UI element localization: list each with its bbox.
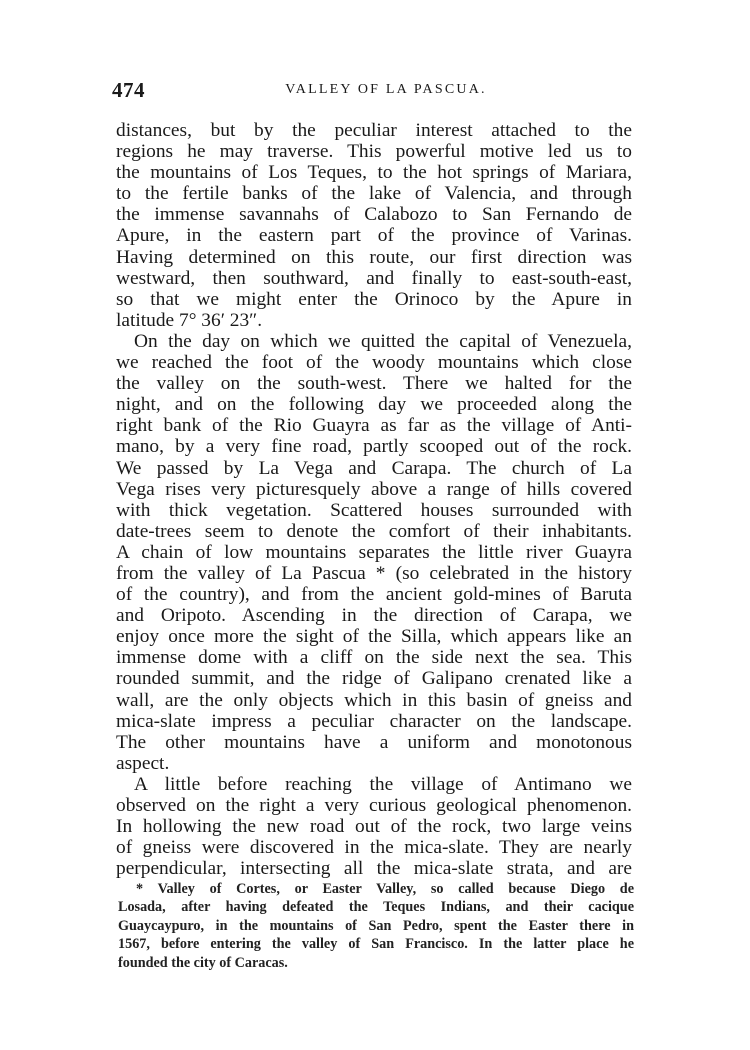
page-number: 474 bbox=[112, 78, 145, 102]
text-line: A little before reaching the village of Antimano we bbox=[134, 773, 632, 795]
text-line: with thick vegetation. Scattered houses surrounded with bbox=[116, 499, 632, 521]
text-line: we reached the foot of the woody mountains which close bbox=[116, 352, 632, 374]
page-header bbox=[112, 78, 632, 102]
text-line: Vega rises very picturesquely above a range of hills covered bbox=[116, 478, 632, 500]
footnote-line: Losada, after having defeated the Teques Indians, and their cacique bbox=[118, 899, 634, 916]
text-line: perpendicular, intersecting all the mica-slate strata, and are bbox=[116, 858, 632, 880]
text-line: distances, but by the peculiar interest attached to the bbox=[116, 120, 632, 141]
footnote bbox=[118, 880, 634, 972]
text-line: rounded summit, and the ridge of Galipano crenated like a bbox=[116, 668, 632, 690]
text-line: night, and on the following day we proceeded along the bbox=[116, 394, 632, 416]
text-line: A chain of low mountains separates the little river Guayra bbox=[116, 541, 632, 563]
text-line: enjoy once more the sight of the Silla, which appears like an bbox=[116, 626, 632, 648]
text-line: and Oripoto. Ascending in the direction of Carapa, we bbox=[116, 605, 632, 627]
text-line: wall, are the only objects which in this basin of gneiss and bbox=[116, 689, 632, 711]
body-text bbox=[116, 120, 632, 879]
footnote-line: 1567, before entering the valley of San Francisco. In the latter place he bbox=[118, 936, 634, 953]
text-line: to the fertile banks of the lake of Valencia, and through bbox=[116, 183, 632, 205]
text-line: latitude 7° 36′ 23″. bbox=[116, 309, 263, 331]
text-line: regions he may traverse. This powerful motive led us to bbox=[116, 141, 632, 163]
text-line: mano, by a very fine road, partly scooped out of the rock. bbox=[116, 436, 632, 458]
running-title: VALLEY OF LA PASCUA. bbox=[285, 82, 487, 97]
text-line: Apure, in the eastern part of the province of Varinas. bbox=[116, 225, 632, 247]
text-line: immense dome with a cliff on the side next the sea. This bbox=[116, 647, 632, 669]
text-line: westward, then southward, and finally to east-south-east, bbox=[116, 267, 632, 289]
footnote-line: Guaycaypuro, in the mountains of San Pedro, spent the Easter there in bbox=[118, 917, 634, 934]
text-line: aspect. bbox=[116, 752, 170, 774]
text-line: We passed by La Vega and Carapa. The church of La bbox=[116, 457, 632, 479]
text-line: Having determined on this route, our first direction was bbox=[116, 246, 632, 268]
text-line: the immense savannahs of Calabozo to San Fernando de bbox=[116, 204, 632, 226]
text-line: The other mountains have a uniform and monotonous bbox=[116, 731, 632, 753]
text-line: of the country), and from the ancient gold-mines of Baruta bbox=[116, 584, 632, 606]
text-line: from the valley of La Pascua * (so celebrated in the history bbox=[116, 562, 632, 584]
text-line: the valley on the south-west. There we halted for the bbox=[116, 373, 632, 395]
text-line: In hollowing the new road out of the rock, two large veins bbox=[116, 816, 632, 838]
text-line: of gneiss were discovered in the mica-slate. They are nearly bbox=[116, 837, 632, 859]
text-line: mica-slate impress a peculiar character on the landscape. bbox=[116, 710, 632, 732]
footnote-line: * Valley of Cortes, or Easter Valley, so called because Diego de bbox=[136, 881, 634, 897]
footnote-line: founded the city of Caracas. bbox=[118, 954, 288, 971]
text-line: the mountains of Los Teques, to the hot springs of Mariara, bbox=[116, 162, 632, 184]
text-line: date-trees seem to denote the comfort of their inhabitants. bbox=[116, 520, 632, 542]
text-line: On the day on which we quitted the capital of Venezuela, bbox=[134, 330, 632, 352]
text-line: so that we might enter the Orinoco by the Apure in bbox=[116, 288, 632, 310]
text-line: observed on the right a very curious geological phenomenon. bbox=[116, 795, 632, 816]
text-line: right bank of the Rio Guayra as far as the village of Anti- bbox=[116, 415, 632, 437]
